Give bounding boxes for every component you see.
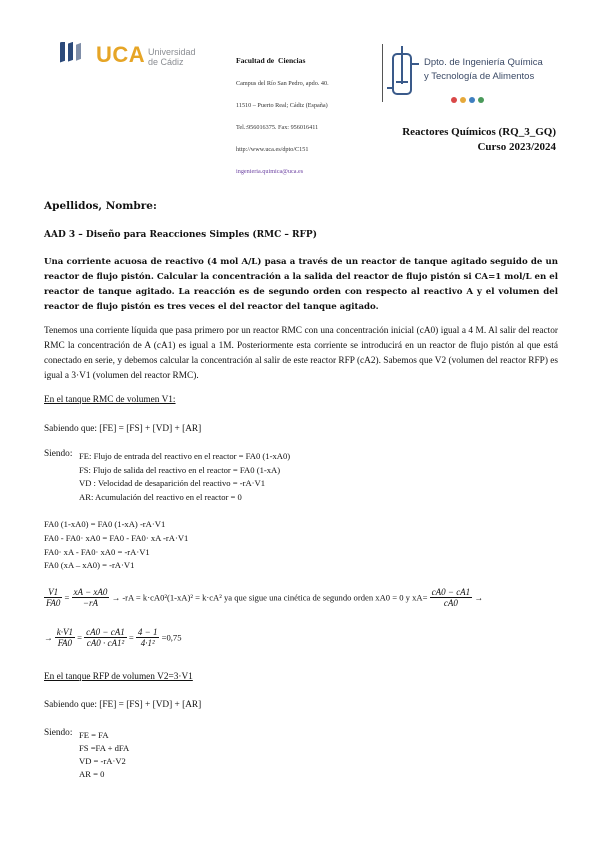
arrow-icon: → [44, 632, 53, 643]
fraction-xa-ra: $\frac{xA - xA0}{-rA}$ [73, 587, 108, 608]
arrow-icon: → [474, 592, 483, 603]
faculty-phone: Tel.:956016375. Fax: 956016411 [236, 123, 319, 131]
section2-def: VD = -rA·V2 [79, 756, 126, 766]
university-name: Universidad de Cádiz [148, 47, 196, 67]
uca-acronym: UCA [96, 42, 146, 67]
faculty-web: http://www.uca.es/dpto/C151 [236, 145, 309, 153]
equation-line: FA0 (xA – xA0) = -rA·V1 [44, 560, 135, 570]
course-reference [402, 125, 556, 155]
section2-def: FS =FA + dFA [79, 743, 130, 753]
faculty-title: Facultad de Ciencias [236, 55, 306, 65]
design-equation-result: → $\frac{k\cdot V1}{FA0}$ = $\frac{cA0 - cA1}{\text{cA0 · cA1²}}$ = $\frac{4 - 1}{\text{4·1²}}$ =0,75 [44, 627, 182, 648]
problem-statement: Una corriente acuosa de reactivo (4 mol A/L) pasa a través de un reactor de tanque agitado seguido de un reactor de flujo pistón. Calcular la concentración a la salida del reactor de flujo pistón si CA=1 mol/L en el reactor de tanque agitado. La reacción es de segundo orden con respecto al reactivo A y el volumen del reactor de flujo pistón es tres veces el del reactor del tanque agitado. [44, 257, 558, 312]
color-dots-icon [450, 96, 486, 104]
course-year: Curso 2023/2024 [477, 141, 556, 153]
fraction-conversion: $\frac{cA0 - cA1}{cA0}$ [431, 587, 471, 608]
faculty-email: ingenieria.quimica@uca.es [236, 167, 304, 175]
faculty-address-line: Campus del Río San Pedro, apdo. 40. [236, 80, 329, 88]
reactor-logo-icon [385, 44, 425, 106]
fraction-numeric: $\frac{4 - 1}{\text{4·1²}}$ [137, 627, 158, 648]
fraction-concentration: $\frac{cA0 - cA1}{\text{cA0 · cA1²}}$ [86, 627, 125, 648]
section2-balance: Sabiendo que: [FE] = [FS] + [VD] + [AR] [44, 700, 202, 710]
section1-title: En el tanque RMC de volumen V1: [44, 395, 176, 405]
rate-expression: → -rA = k·cA0²(1-xA)² = k·cA² ya que sigue una cinética de segundo orden xA0 = 0 y xA= [111, 592, 428, 603]
equation-line: FA0 - FA0· xA0 = FA0 - FA0· xA -rA·V1 [44, 533, 189, 543]
header-divider [382, 44, 383, 102]
section1-balance: Sabiendo que: [FE] = [FS] + [VD] + [AR] [44, 424, 202, 434]
section2-def: AR = 0 [79, 769, 105, 779]
section1-def: VD : Velocidad de desaparición del reactivo = -rA·V1 [79, 478, 266, 488]
faculty-address-line: 11510 – Puerto Real; Cádiz (España) [236, 102, 328, 110]
section1-def: FE: Flujo de entrada del reactivo en el reactor = FA0 (1-xA0) [79, 451, 291, 461]
intro-paragraph: Tenemos una corriente líquida que pasa primero por un reactor RMC con una concentración inicial (cA0) igual a 4 M. Al salir del reactor RMC la concentración de A (cA1) es igual a 1M. Posteriormente esta corriente se introducirá en un reactor de flujo pistón al que está conectado en serie, y debemos calcular la concentración al salir de este reactor RFP (cA2). Sabemos que V2 (volumen del reactor RFP) es igual a 3·V1 (volumen del reactor RMC). [44, 326, 558, 381]
fraction-kv1-fa0: $\frac{k\cdot V1}{FA0}$ [56, 627, 73, 648]
faculty-contact-block [236, 41, 329, 182]
activity-title: AAD 3 – Diseño para Reacciones Simples (RMC – RFP) [44, 230, 317, 240]
section1-where-label: Siendo: [44, 449, 73, 459]
equation-line: FA0 (1-xA0) = FA0 (1-xA) -rA·V1 [44, 519, 166, 529]
section2-where-label: Siendo: [44, 728, 73, 738]
section2-def: FE = FA [79, 730, 109, 740]
department-name: Dpto. de Ingeniería Química y Tecnología de Alimentos [424, 57, 543, 82]
section1-def: AR: Acumulación del reactivo en el reactor = 0 [79, 492, 242, 502]
section1-def: FS: Flujo de salida del reactivo en el reactor = FA0 (1-xA) [79, 465, 281, 475]
result-value: =0,75 [161, 632, 182, 643]
uca-shield-icon [56, 42, 94, 68]
equation-line: FA0· xA - FA0· xA0 = -rA·V1 [44, 547, 150, 557]
course-code: Reactores Químicos (RQ_3_GQ) [402, 126, 556, 138]
section2-title: En el tanque RFP de volumen V2=3·V1 [44, 672, 193, 682]
design-equation-rmc: $\frac{V1}{FA0}$ = $\frac{xA - xA0}{-rA}$ → -rA = k·cA0²(1-xA)² = k·cA² ya que sigue una cinética de segundo orden xA0 = 0 y xA= $\frac{cA0 - cA1}{cA0}$ → [46, 587, 483, 608]
fraction-v1-fa0: $\frac{V1}{FA0}$ [46, 587, 61, 608]
name-field-label: Apellidos, Nombre: [44, 200, 157, 212]
